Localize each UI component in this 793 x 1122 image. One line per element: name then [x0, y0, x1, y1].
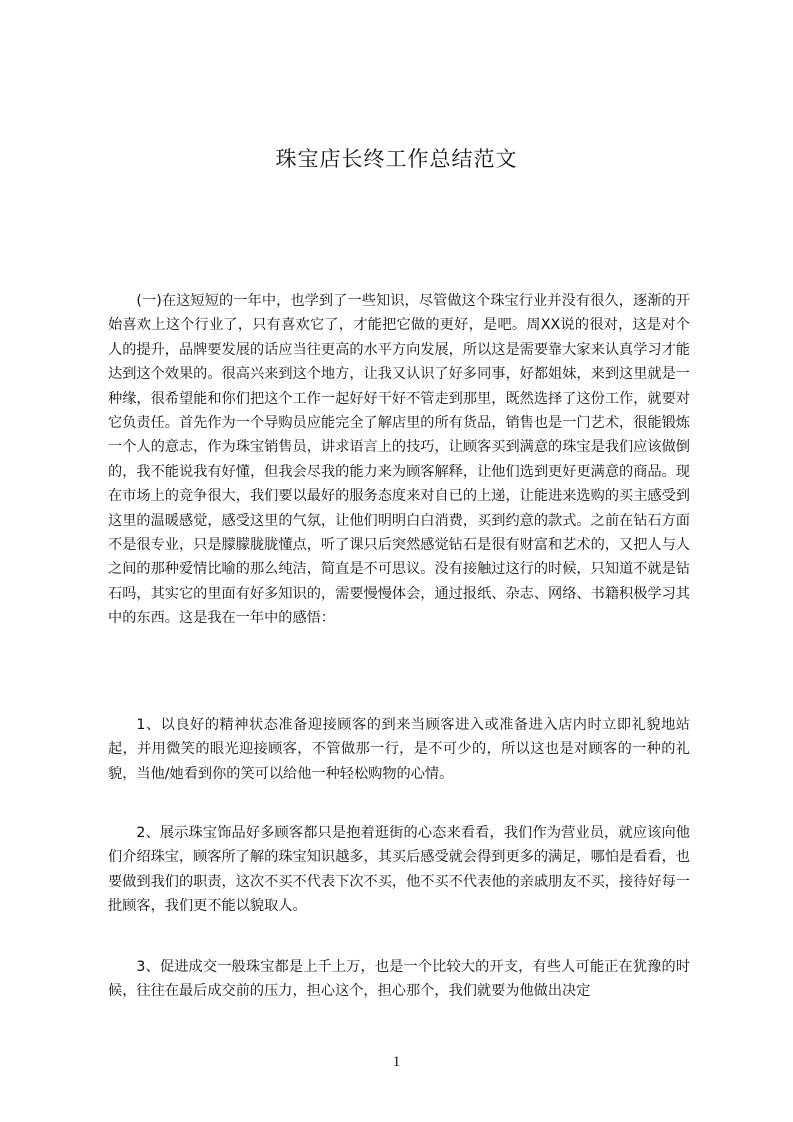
paragraph-point-2: 2、展示珠宝饰品好多顾客都只是抱着逛街的心态来看看，我们作为营业员，就应该向他们介绍珠宝，顾客所了解的珠宝知识越多，其买后感受就会得到更多的满足，哪怕是看看，也要做到我们的职责，这次不买不代表下次不买，他不买不代表他的亲戚朋友不买，接待好每一批顾客，我们更不能以貌取人。 — [108, 825, 690, 915]
paragraph-point-1: 1、以良好的精神状态准备迎接顾客的到来当顾客进入或准备进入店内时立即礼貌地站起，并用微笑的眼光迎接顾客，不管做那一行，是不可少的，所以这也是对顾客的一种的礼貌，当他/她看到你的笑可以给他一种轻松购物的心情。 — [108, 717, 690, 782]
paragraph-point-3: 3、促进成交一般珠宝都是上千上万，也是一个比较大的开支，有些人可能正在犹豫的时候，往往在最后成交前的压力，担心这个，担心那个，我们就要为他做出决定 — [108, 959, 690, 1000]
page-number: 1 — [392, 1054, 401, 1070]
paragraph-intro: (一)在这短短的一年中，也学到了一些知识，尽管做这个珠宝行业并没有很久，逐渐的开始喜欢上这个行业了，只有喜欢它了，才能把它做的更好，是吧。周XX说的很对，这是对个人的提升，品牌要发展的话应当往更高的水平方向发展，所以这是需要靠大家来认真学习才能达到这个效果的。很高兴来到这个地方，让我又认识了好多同事，好都姐妹，来到这里就是一种缘，很希望能和你们把这个工作一起好好干好不管走到那里，既然选择了这份工作，就要对它负责任。首先作为一个导购员应能完全了解店里的所有货品，销售也是一门艺术，很能锻炼一个人的意志，作为珠宝销售员，讲求语言上的技巧，让顾客买到满意的珠宝是我们应该做倒的，我不能说我有好懂，但我会尽我的能力来为顾客解释，让他们选到更好更满意的商品。现在市场上的竞争很大，我们要以最好的服务态度来对自已的上递，让能进来选购的买主感受到这里的温暖感觉，感受这里的气氛，让他们明明白白消费，买到约意的款式。之前在钻石方面不是很专业，只是朦朦胧胧懂点，听了课只后突然感觉钻石是很有财富和艺术的，又把人与人之间的那种爱情比喻的那么纯洁，简直是不可思议。没有接触过这行的时候，只知道不就是钻石吗，其实它的里面有好多知识的，需要慢慢体会，通过报纸、杂志、网络、书籍积极学习其中的东西。这是我在一年中的感悟： — [108, 293, 690, 627]
document-title: 珠宝店长终工作总结范文 — [275, 147, 518, 171]
